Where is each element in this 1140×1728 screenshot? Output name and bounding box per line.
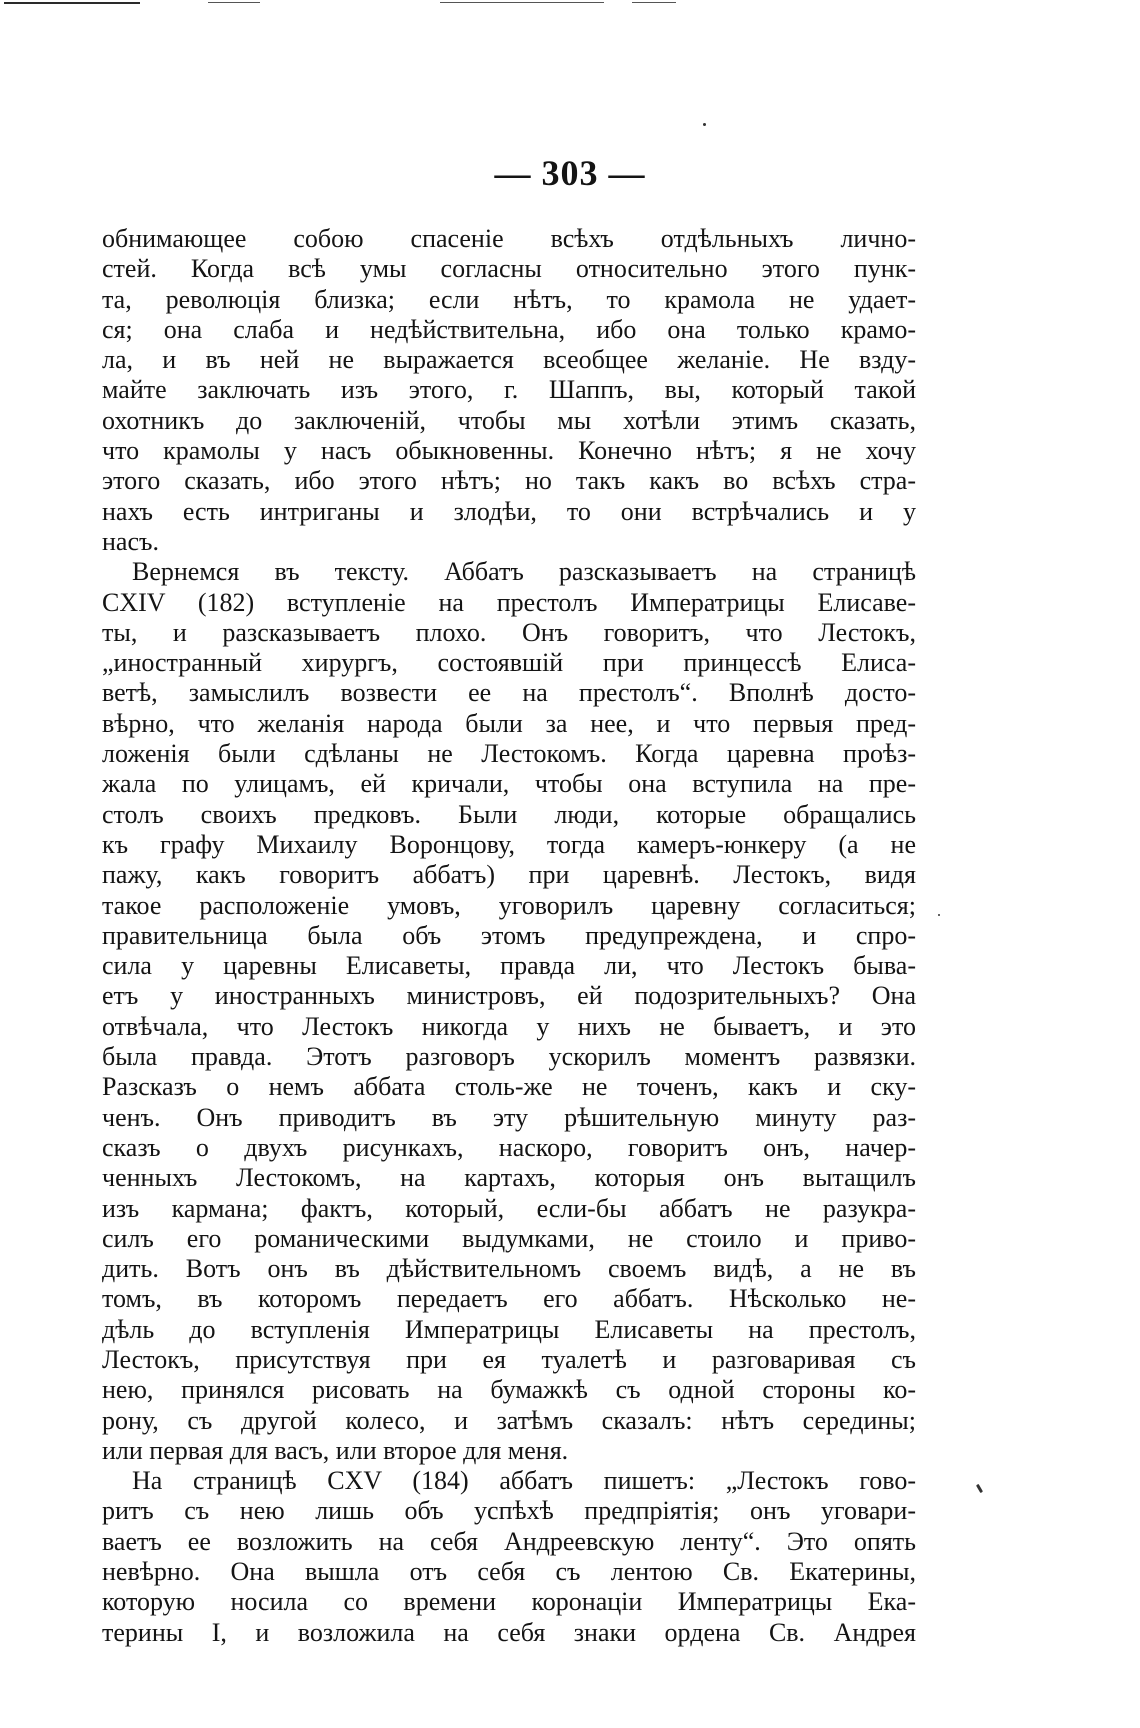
text-line: была правда. Этотъ разговоръ ускорилъ моментъ развязки. [102,1042,916,1072]
text-line: ся; она слаба и недѣйствительна, ибо она только крамо- [102,314,916,344]
body-text [102,224,916,1648]
text-line: столъ своихъ предковъ. Были люди, которые обращались [102,799,916,829]
top-edge-rule [4,2,140,4]
text-line: къ графу Михаилу Воронцову, тогда камеръ-юнкеру (а не [102,829,916,859]
text-line: ритъ съ нею лишь объ успѣхѣ предпріятія; онъ уговари- [102,1496,916,1526]
text-line: ты, и разсказываетъ плохо. Онъ говоритъ, что Лестокъ, [102,617,916,647]
text-line: пажу, какъ говоритъ аббатъ) при царевнѣ. Лестокъ, видя [102,860,916,890]
paragraph [102,1466,916,1648]
text-line: ла, и въ ней не выражается всеобщее желаніе. Не взду- [102,345,916,375]
text-line: насъ. [102,526,159,556]
text-line: невѣрно. Она вышла отъ себя съ лентою Св. Екатерины, [102,1557,916,1587]
text-line: ченъ. Онъ приводитъ въ эту рѣшительную минуту раз- [102,1102,916,1132]
text-line: сказъ о двухъ рисункахъ, наскоро, говоритъ онъ, начер- [102,1132,916,1162]
top-edge-rule [632,2,676,3]
text-line: вѣрно, что желанія народа были за нее, и что первыя пред- [102,708,916,738]
scan-speck [976,1484,983,1493]
text-line: охотникъ до заключеній, чтобы мы хотѣли этимъ сказать, [102,405,916,435]
text-line: что крамолы у насъ обыкновенны. Конечно нѣтъ; я не хочу [102,436,916,466]
text-line: ветѣ, замыслилъ возвести ее на престолъ“. Вполнѣ досто- [102,678,916,708]
text-line: Вернемся въ тексту. Аббатъ разсказываетъ на страницѣ [132,557,916,587]
paragraph [102,224,916,557]
text-line: такое расположеніе умовъ, уговорилъ царевну согласиться; [102,890,916,920]
page-number: — 303 — [494,153,646,193]
scan-speck [703,123,706,126]
text-line: рону, съ другой колесо, и затѣмъ сказалъ: нѣтъ середины; [102,1405,916,1435]
text-line: жала по улицамъ, ей кричали, чтобы она вступила на пре- [102,769,916,799]
text-line: дить. Вотъ онъ въ дѣйствительномъ своемъ видѣ, а не въ [102,1254,916,1284]
text-line: стей. Когда всѣ умы согласны относительно этого пунк- [102,254,916,284]
text-line: силъ его романическими выдумками, не стоило и приво- [102,1223,916,1253]
text-line: майте заключать изъ этого, г. Шаппъ, вы, который такой [102,375,916,405]
text-line: ваетъ ее возложить на себя Андреевскую ленту“. Это опять [102,1526,916,1556]
text-line: ченныхъ Лестокомъ, на картахъ, которыя онъ вытащилъ [102,1163,916,1193]
text-line: „иностранный хирургъ, состоявшій при принцессѣ Елиса- [102,648,916,678]
text-line: правительница была объ этомъ предупреждена, и спро- [102,920,916,950]
scan-speck [938,914,940,916]
text-line: или первая для васъ, или второе для меня. [102,1435,569,1465]
top-edge-rule [440,2,604,3]
text-line: изъ кармана; фактъ, который, если-бы аббатъ не разукра- [102,1193,916,1223]
text-line: ложенія были сдѣланы не Лестокомъ. Когда царевна проѣз- [102,739,916,769]
text-line: этого сказать, ибо этого нѣтъ; но такъ какъ во всѣхъ стра- [102,466,916,496]
text-line: отвѣчала, что Лестокъ никогда у нихъ не бываетъ, и это [102,1011,916,1041]
text-line: етъ у иностранныхъ министровъ, ей подозрительныхъ? Она [102,981,916,1011]
text-line: Лестокъ, присутствуя при ея туалетѣ и разговаривая съ [102,1344,916,1374]
paragraph [102,557,916,1466]
text-line: томъ, въ которомъ передаетъ его аббатъ. Нѣсколько не- [102,1284,916,1314]
top-edge-rule [208,2,260,3]
text-line: CXIV (182) вступленіе на престолъ Императрицы Елисаве- [102,587,916,617]
text-line: На страницѣ CXV (184) аббатъ пишетъ: „Лестокъ гово- [132,1466,916,1496]
text-line: дѣль до вступленія Императрицы Елисаветы на престолъ, [102,1314,916,1344]
text-line: которую носила со времени коронаціи Императрицы Ека- [102,1587,916,1617]
text-line: Разсказъ о немъ аббата столь-же не точенъ, какъ и ску- [102,1072,916,1102]
text-line: обнимающее собою спасеніе всѣхъ отдѣльныхъ лично- [102,224,916,253]
text-line: терины I, и возложила на себя знаки ордена Св. Андрея [102,1617,916,1647]
text-line: сила у царевны Елисаветы, правда ли, что Лестокъ быва- [102,951,916,981]
text-line: нахъ есть интриганы и злодѣи, то они встрѣчались и у [102,496,916,526]
text-line: та, революція близка; если нѣтъ, то крамола не удает- [102,284,916,314]
text-line: нею, принялся рисовать на бумажкѣ съ одной стороны ко- [102,1375,916,1405]
